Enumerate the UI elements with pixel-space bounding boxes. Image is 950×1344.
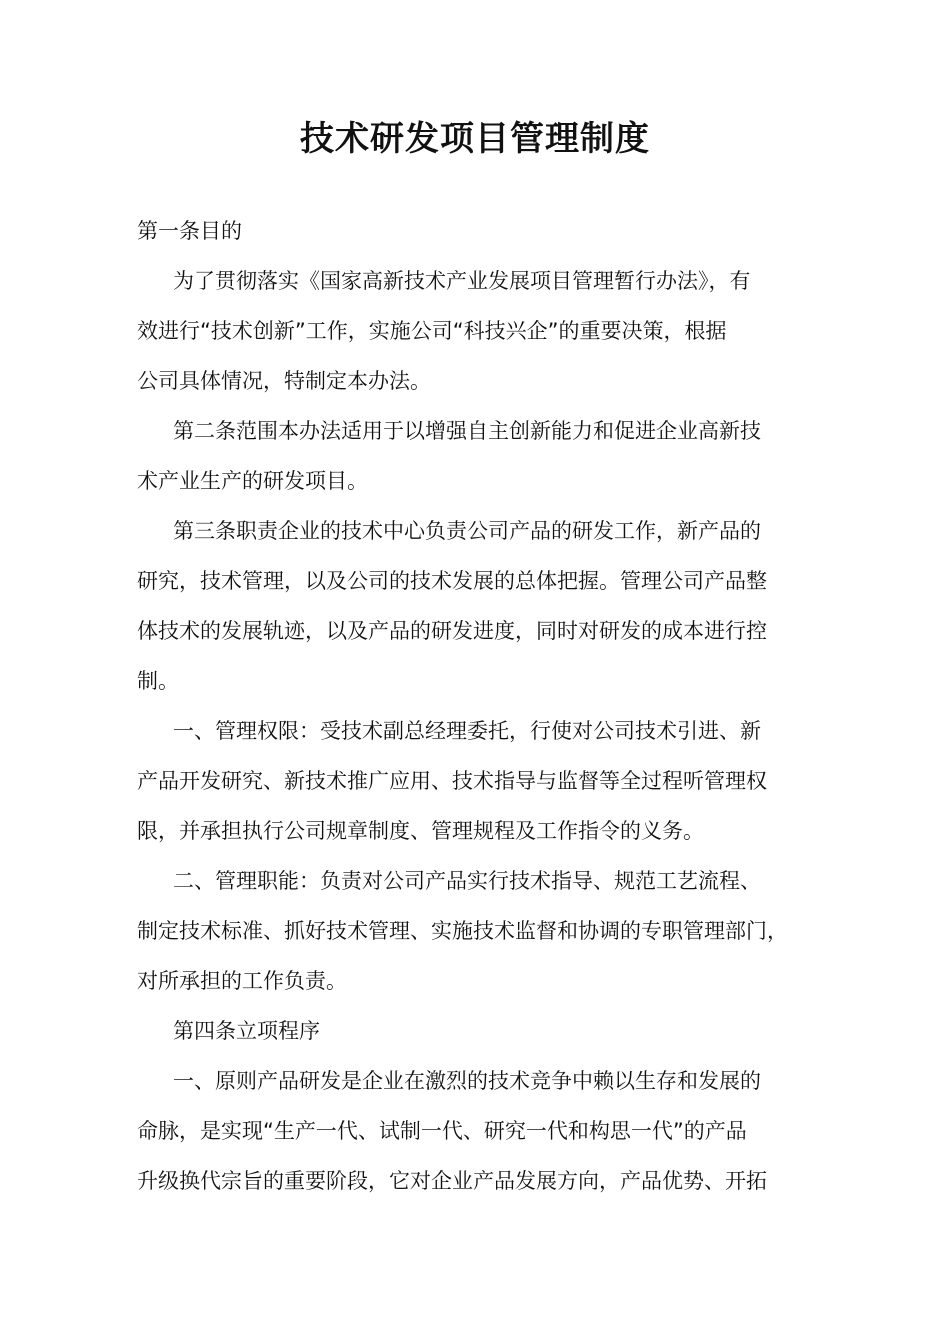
text-line: 一、管理权限：受技术副总经理委托，行使对公司技术引进、新 [173,719,761,743]
text-line: 第四条立项程序 [173,1019,320,1043]
text-line: 制定技术标准、抓好技术管理、实施技术监督和协调的专职管理部门， [137,919,788,943]
text-line: 第三条职责企业的技术中心负责公司产品的研发工作，新产品的 [173,519,761,543]
text-line: 产品开发研究、新技术推广应用、技术指导与监督等全过程听管理权 [137,769,767,793]
text-line: 第一条目的 [137,219,242,243]
text-line: 术产业生产的研发项目。 [137,469,368,493]
text-line: 一、原则产品研发是企业在激烈的技术竞争中赖以生存和发展的 [173,1069,761,1093]
text-line: 研究，技术管理，以及公司的技术发展的总体把握。管理公司产品整 [137,569,767,593]
text-line: 第二条范围本办法适用于以增强自主创新能力和促进企业高新技 [173,419,761,443]
text-line: 限，并承担执行公司规章制度、管理规程及工作指令的义务。 [137,819,704,843]
text-line: 体技术的发展轨迹，以及产品的研发进度，同时对研发的成本进行控 [137,619,767,643]
document-body [137,206,827,1206]
document-title: 技术研发项目管理制度 [300,119,650,159]
text-line: 为了贯彻落实《国家高新技术产业发展项目管理暂行办法》，有 [173,269,751,293]
text-line: 命脉，是实现“生产一代、试制一代、研究一代和构思一代”的产品 [137,1119,747,1143]
text-line: 升级换代宗旨的重要阶段，它对企业产品发展方向，产品优势、开拓 [137,1169,767,1193]
text-line: 对所承担的工作负责。 [137,969,347,993]
text-line: 公司具体情况，特制定本办法。 [137,369,431,393]
text-line: 效进行“技术创新”工作，实施公司“科技兴企”的重要决策，根据 [137,319,727,343]
text-line: 二、管理职能：负责对公司产品实行技术指导、规范工艺流程、 [173,869,761,893]
text-line: 制。 [137,669,179,693]
